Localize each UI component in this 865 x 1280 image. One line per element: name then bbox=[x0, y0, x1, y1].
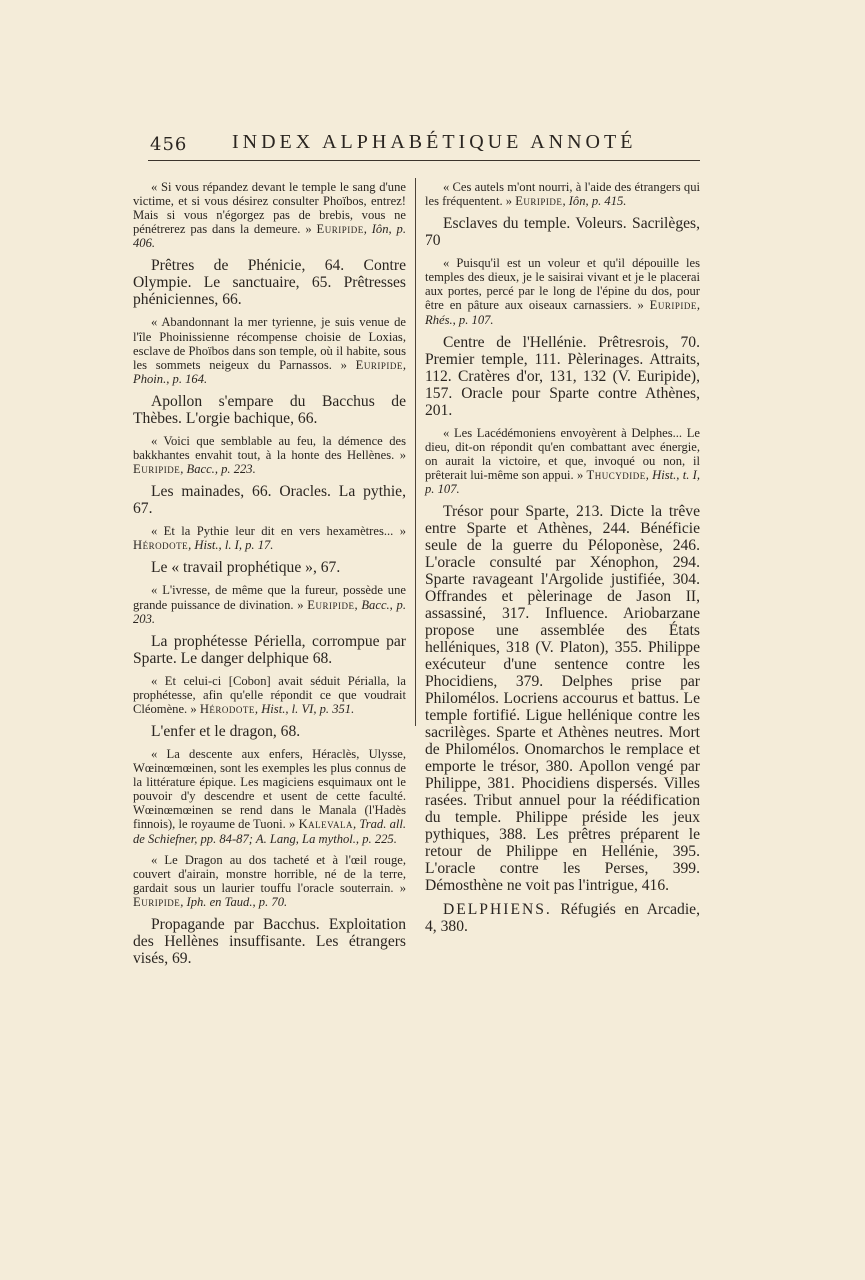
right-column bbox=[425, 180, 700, 942]
page-number: 456 bbox=[150, 134, 188, 155]
index-entry bbox=[133, 916, 406, 967]
citation-reference: , Bacc., p. 203. bbox=[133, 597, 407, 626]
index-entry bbox=[133, 723, 406, 740]
citation-quote bbox=[425, 180, 700, 208]
citation-quote bbox=[133, 524, 406, 552]
index-entry bbox=[425, 334, 700, 419]
quote-text: « Si vous répandez devant le temple le sang d'une victime, et si vous désirez consulter Phoïbos, entrez! Mais si vous n'égorgez pas de brebis, vous ne pénétrerez pas dans la demeure. » bbox=[133, 180, 406, 237]
citation-author: Euripide bbox=[133, 894, 181, 909]
citation-reference: , Hist., l. VI, p. 351. bbox=[254, 701, 355, 716]
entry-text: Les mainades, 66. Oracles. La pythie, 67. bbox=[133, 483, 406, 518]
citation-author: Hérodote bbox=[199, 701, 255, 716]
citation-quote bbox=[133, 674, 406, 716]
quote-text: « Puisqu'il est un voleur et qu'il dépouille les temples des dieux, je le saisirai vivant et je le placerai aux portes, percé par le long de l'épine du dos, pour être en pâture aux oiseaux carnassiers. » bbox=[425, 256, 700, 313]
quote-text: « L'ivresse, de même que la fureur, possède une grande puissance de divination. » bbox=[133, 583, 406, 612]
quote-text: « Et celui-ci [Cobon] avait séduit Périalla, la prophétesse, afin qu'elle répondit ce que voudrait Cléomène. » bbox=[133, 673, 406, 716]
citation-author: Euripide bbox=[307, 597, 355, 612]
entry-text: Trésor pour Sparte, 213. Dicte la trêve entre Sparte et Athènes, 244. Bénéficie seule de la guerre du Péloponèse, 246. L'oracle consulté par Xénophon, 294. Sparte ravageant l'Argolide justifiée, 304. Offrandes et pèlerinage de Jason II, assassiné, 317. Influence. Ariobarzane propose une assemblée des États helléniques, 318 (V. Platon), 355. Philippe exécuteur d'une sentence contre les Phocidiens, 379. Delphes prise par Philomélos. Locriens accourus et battus. Le temple fortifié. Ligue hellénique contre les sacrilèges. Sparte et Athènes neutres. Mort de Philomélos. Onomarchos le remplace et emporte le trésor, 380. Apollon vengé par Philippe, 381. Phocidiens dispersés. Villes rasées. Tribut annuel pour la réédification du temple. Philippe préside les jeux pythiques, 388. Les prêtres préparent le retour de Philippe en Hellénie, 395. L'oracle contre les Perses, 399. Démosthène ne voit pas l'intrigue, 416. bbox=[425, 503, 700, 895]
citation-author: Euripide bbox=[355, 357, 403, 372]
entry-text: Esclaves du temple. Voleurs. Sacrilèges, 70 bbox=[425, 215, 700, 250]
quote-text: « Voici que semblable au feu, la démence des bakkhantes envahit tout, à la honte des Hellènes. » bbox=[133, 433, 406, 463]
index-entry bbox=[133, 483, 406, 517]
citation-author: Euripide bbox=[515, 194, 563, 209]
running-title: INDEX ALPHABÉTIQUE ANNOTÉ bbox=[232, 131, 637, 153]
citation-quote bbox=[133, 747, 406, 846]
citation-reference: , Trad. all. de Schiefner, pp. 84-87; A. Lang, La mythol., p. 225. bbox=[133, 817, 407, 846]
quote-text: « Abandonnant la mer tyrienne, je suis venue de l'île Phoinissienne récompense choisie de Loxias, esclave de Phoïbos dans son temple, où il habite, sous les sommets neigeux du Parnassos. » bbox=[133, 315, 406, 372]
citation-quote bbox=[133, 180, 406, 250]
citation-reference: , Iôn, p. 406. bbox=[133, 222, 407, 251]
entry-text: La prophétesse Périella, corrompue par Sparte. Le danger delphique 68. bbox=[133, 632, 406, 667]
quote-text: « Et la Pythie leur dit en vers hexamètres... » bbox=[151, 524, 406, 539]
citation-reference: , Hist., l. I, p. 17. bbox=[188, 538, 274, 553]
citation-reference: , Iph. en Taud., p. 70. bbox=[180, 894, 288, 909]
quote-text: « Le Dragon au dos tacheté et à l'œil rouge, couvert d'airain, monstre horrible, né de la terre, gardait sous un laurier touffu l'oracle souterrain. » bbox=[133, 852, 406, 895]
citation-reference: , Bacc., p. 223. bbox=[180, 462, 256, 477]
index-headword: DELPHIENS. bbox=[443, 901, 552, 919]
entry-text: Centre de l'Hellénie. Prêtresrois, 70. Premier temple, 111. Pèlerinages. Attraits, 112. Cratères d'or, 131, 132 (V. Euripide), 157. Oracle pour Sparte contre Athènes, 201. bbox=[425, 333, 700, 419]
index-headword-entry bbox=[425, 901, 700, 935]
citation-author: Thucydide bbox=[586, 467, 646, 482]
citation-author: Hérodote bbox=[133, 538, 189, 553]
header-rule bbox=[148, 160, 700, 161]
citation-reference: , Phoin., p. 164. bbox=[133, 357, 406, 386]
column-divider bbox=[415, 178, 416, 726]
citation-author: Euripide bbox=[316, 222, 364, 237]
left-column bbox=[133, 180, 406, 974]
citation-reference: , Rhés., p. 107. bbox=[425, 298, 700, 327]
citation-author: Kalevala bbox=[298, 817, 354, 832]
quote-text: « Les Lacédémoniens envoyèrent à Delphes... Le dieu, dit-on répondit qu'en combattant avec énergie, on aurait la victoire, et que, invoqué ou non, il prêterait lui-même son appui. » bbox=[425, 425, 700, 482]
citation-quote bbox=[133, 315, 406, 385]
index-entry bbox=[133, 257, 406, 308]
entry-text: Réfugiés en Arcadie, 4, 380. bbox=[425, 901, 700, 936]
entry-text: L'enfer et le dragon, 68. bbox=[151, 722, 301, 740]
index-entry bbox=[425, 215, 700, 249]
index-entry bbox=[133, 559, 406, 576]
entry-text: Propagande par Bacchus. Exploitation des Hellènes insuffisante. Les étrangers visés, 69. bbox=[133, 916, 406, 967]
citation-reference: , Hist., t. I, p. 107. bbox=[425, 467, 701, 497]
citation-reference: , Iôn, p. 415. bbox=[562, 194, 627, 209]
citation-quote bbox=[425, 426, 700, 496]
citation-author: Euripide bbox=[133, 462, 181, 477]
citation-quote bbox=[133, 853, 406, 909]
index-entry bbox=[133, 393, 406, 427]
citation-author: Euripide bbox=[649, 298, 697, 313]
citation-quote bbox=[133, 583, 406, 625]
index-entry bbox=[133, 633, 406, 667]
quote-text: « Ces autels m'ont nourri, à l'aide des étrangers qui les fréquentent. » bbox=[425, 180, 700, 209]
citation-quote bbox=[425, 256, 700, 326]
index-entry bbox=[425, 503, 700, 894]
entry-text: Apollon s'empare du Bacchus de Thèbes. L'orgie bachique, 66. bbox=[133, 392, 406, 427]
citation-quote bbox=[133, 434, 406, 476]
entry-text: Prêtres de Phénicie, 64. Contre Olympie. Le sanctuaire, 65. Prêtresses phéniciennes, 66. bbox=[133, 257, 406, 309]
entry-text: Le « travail prophétique », 67. bbox=[151, 559, 341, 577]
quote-text: « La descente aux enfers, Héraclès, Ulysse, Wœinœmœinen, sont les exemples les plus connus de la littérature épique. Les magiciens esquimaux ont le pouvoir d'y descendre et usent de cette faculté. Wœinœmœinen se rend dans le Manala (l'Hadès finnois), le royaume de Tuoni. » bbox=[133, 746, 406, 832]
